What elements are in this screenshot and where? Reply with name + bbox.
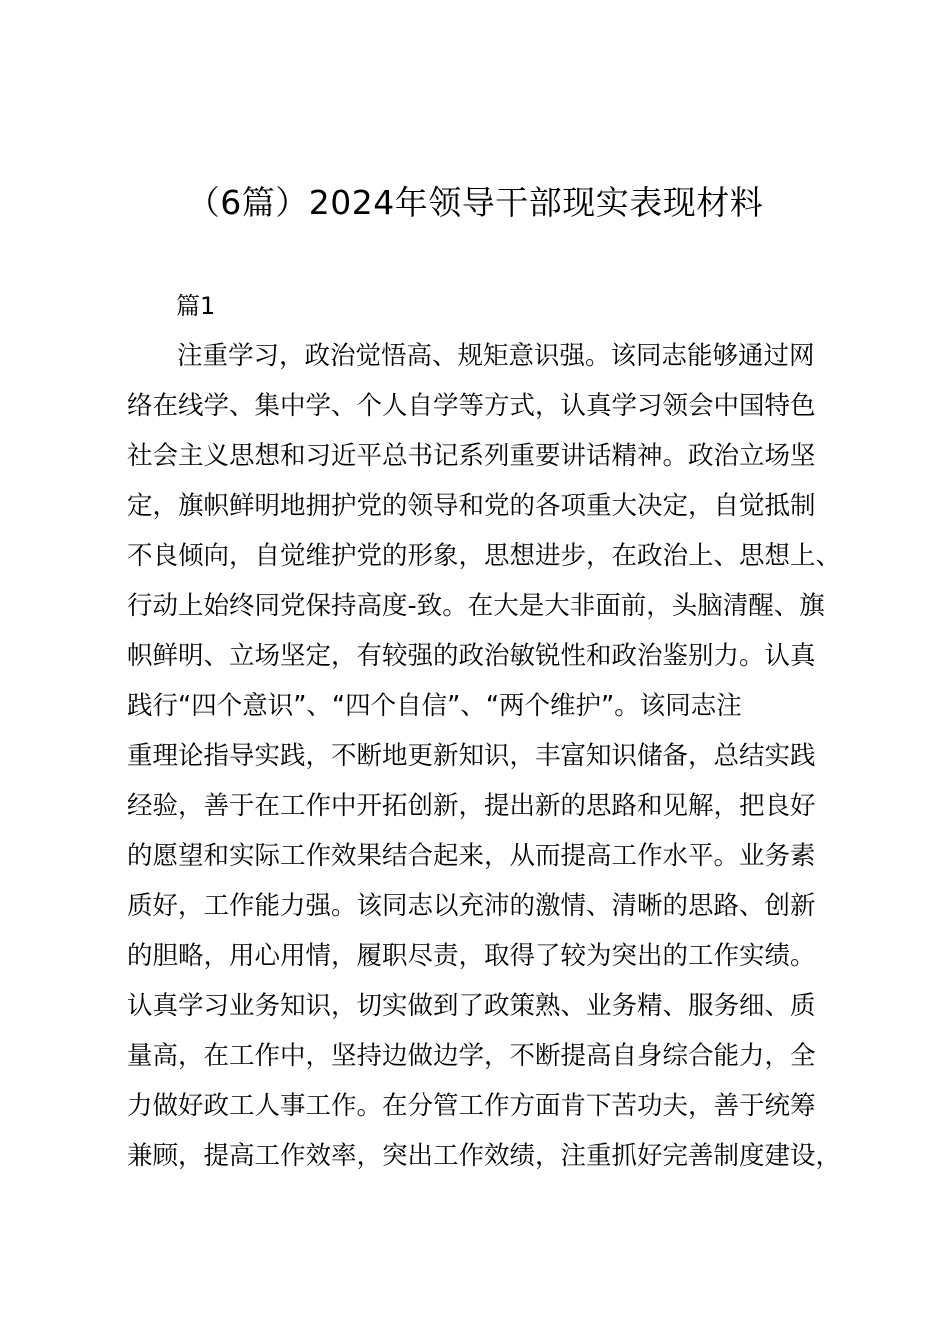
- text-line: 的胆略，用心用情，履职尽责，取得了较为突出的工作实绩。: [127, 941, 816, 971]
- text-line: 兼顾，提高工作效率，突出工作效绩，注重抓好完善制度建设，: [127, 1141, 842, 1171]
- text-line: 经验，善于在工作中开拓创新，提出新的思路和见解，把良好: [127, 791, 816, 821]
- text-line: 帜鲜明、立场坚定，有较强的政治敏锐性和政治鉴别力。认真: [127, 641, 816, 671]
- text-line: 行动上始终同党保持高度-致。在大是大非面前，头脑清醒、旗: [127, 591, 825, 621]
- document-title: （6篇）2024年领导干部现实表现材料: [186, 183, 764, 222]
- text-line: 认真学习业务知识，切实做到了政策熟、业务精、服务细、质: [127, 991, 816, 1021]
- text-line: 力做好政工人事工作。在分管工作方面肯下苦功夫，善于统筹: [127, 1091, 816, 1121]
- text-line: 定，旗帜鲜明地拥护党的领导和党的各项重大决定，自觉抵制: [127, 491, 816, 521]
- text-line: 社会主义思想和习近平总书记系列重要讲话精神。政治立场坚: [127, 441, 816, 471]
- text-line: 不良倾向，自觉维护党的形象，思想进步，在政治上、思想上、: [127, 541, 842, 571]
- text-line: 质好，工作能力强。该同志以充沛的激情、清晰的思路、创新: [127, 891, 816, 921]
- body-text: [0, 331, 950, 1181]
- text-line: 注重学习，政治觉悟高、规矩意识强。该同志能够通过网: [177, 341, 815, 371]
- section-label: 篇1: [176, 292, 216, 320]
- text-line: 络在线学、集中学、个人自学等方式，认真学习领会中国特色: [127, 391, 816, 421]
- text-line: 的愿望和实际工作效果结合起来，从而提高工作水平。业务素: [127, 841, 816, 871]
- text-line: 重理论指导实践，不断地更新知识，丰富知识储备，总结实践: [127, 741, 816, 771]
- text-line: 践行“四个意识”、“四个自信”、“两个维护”。该同志注: [127, 691, 742, 721]
- text-line: 量高，在工作中，坚持边做边学，不断提高自身综合能力，全: [127, 1041, 816, 1071]
